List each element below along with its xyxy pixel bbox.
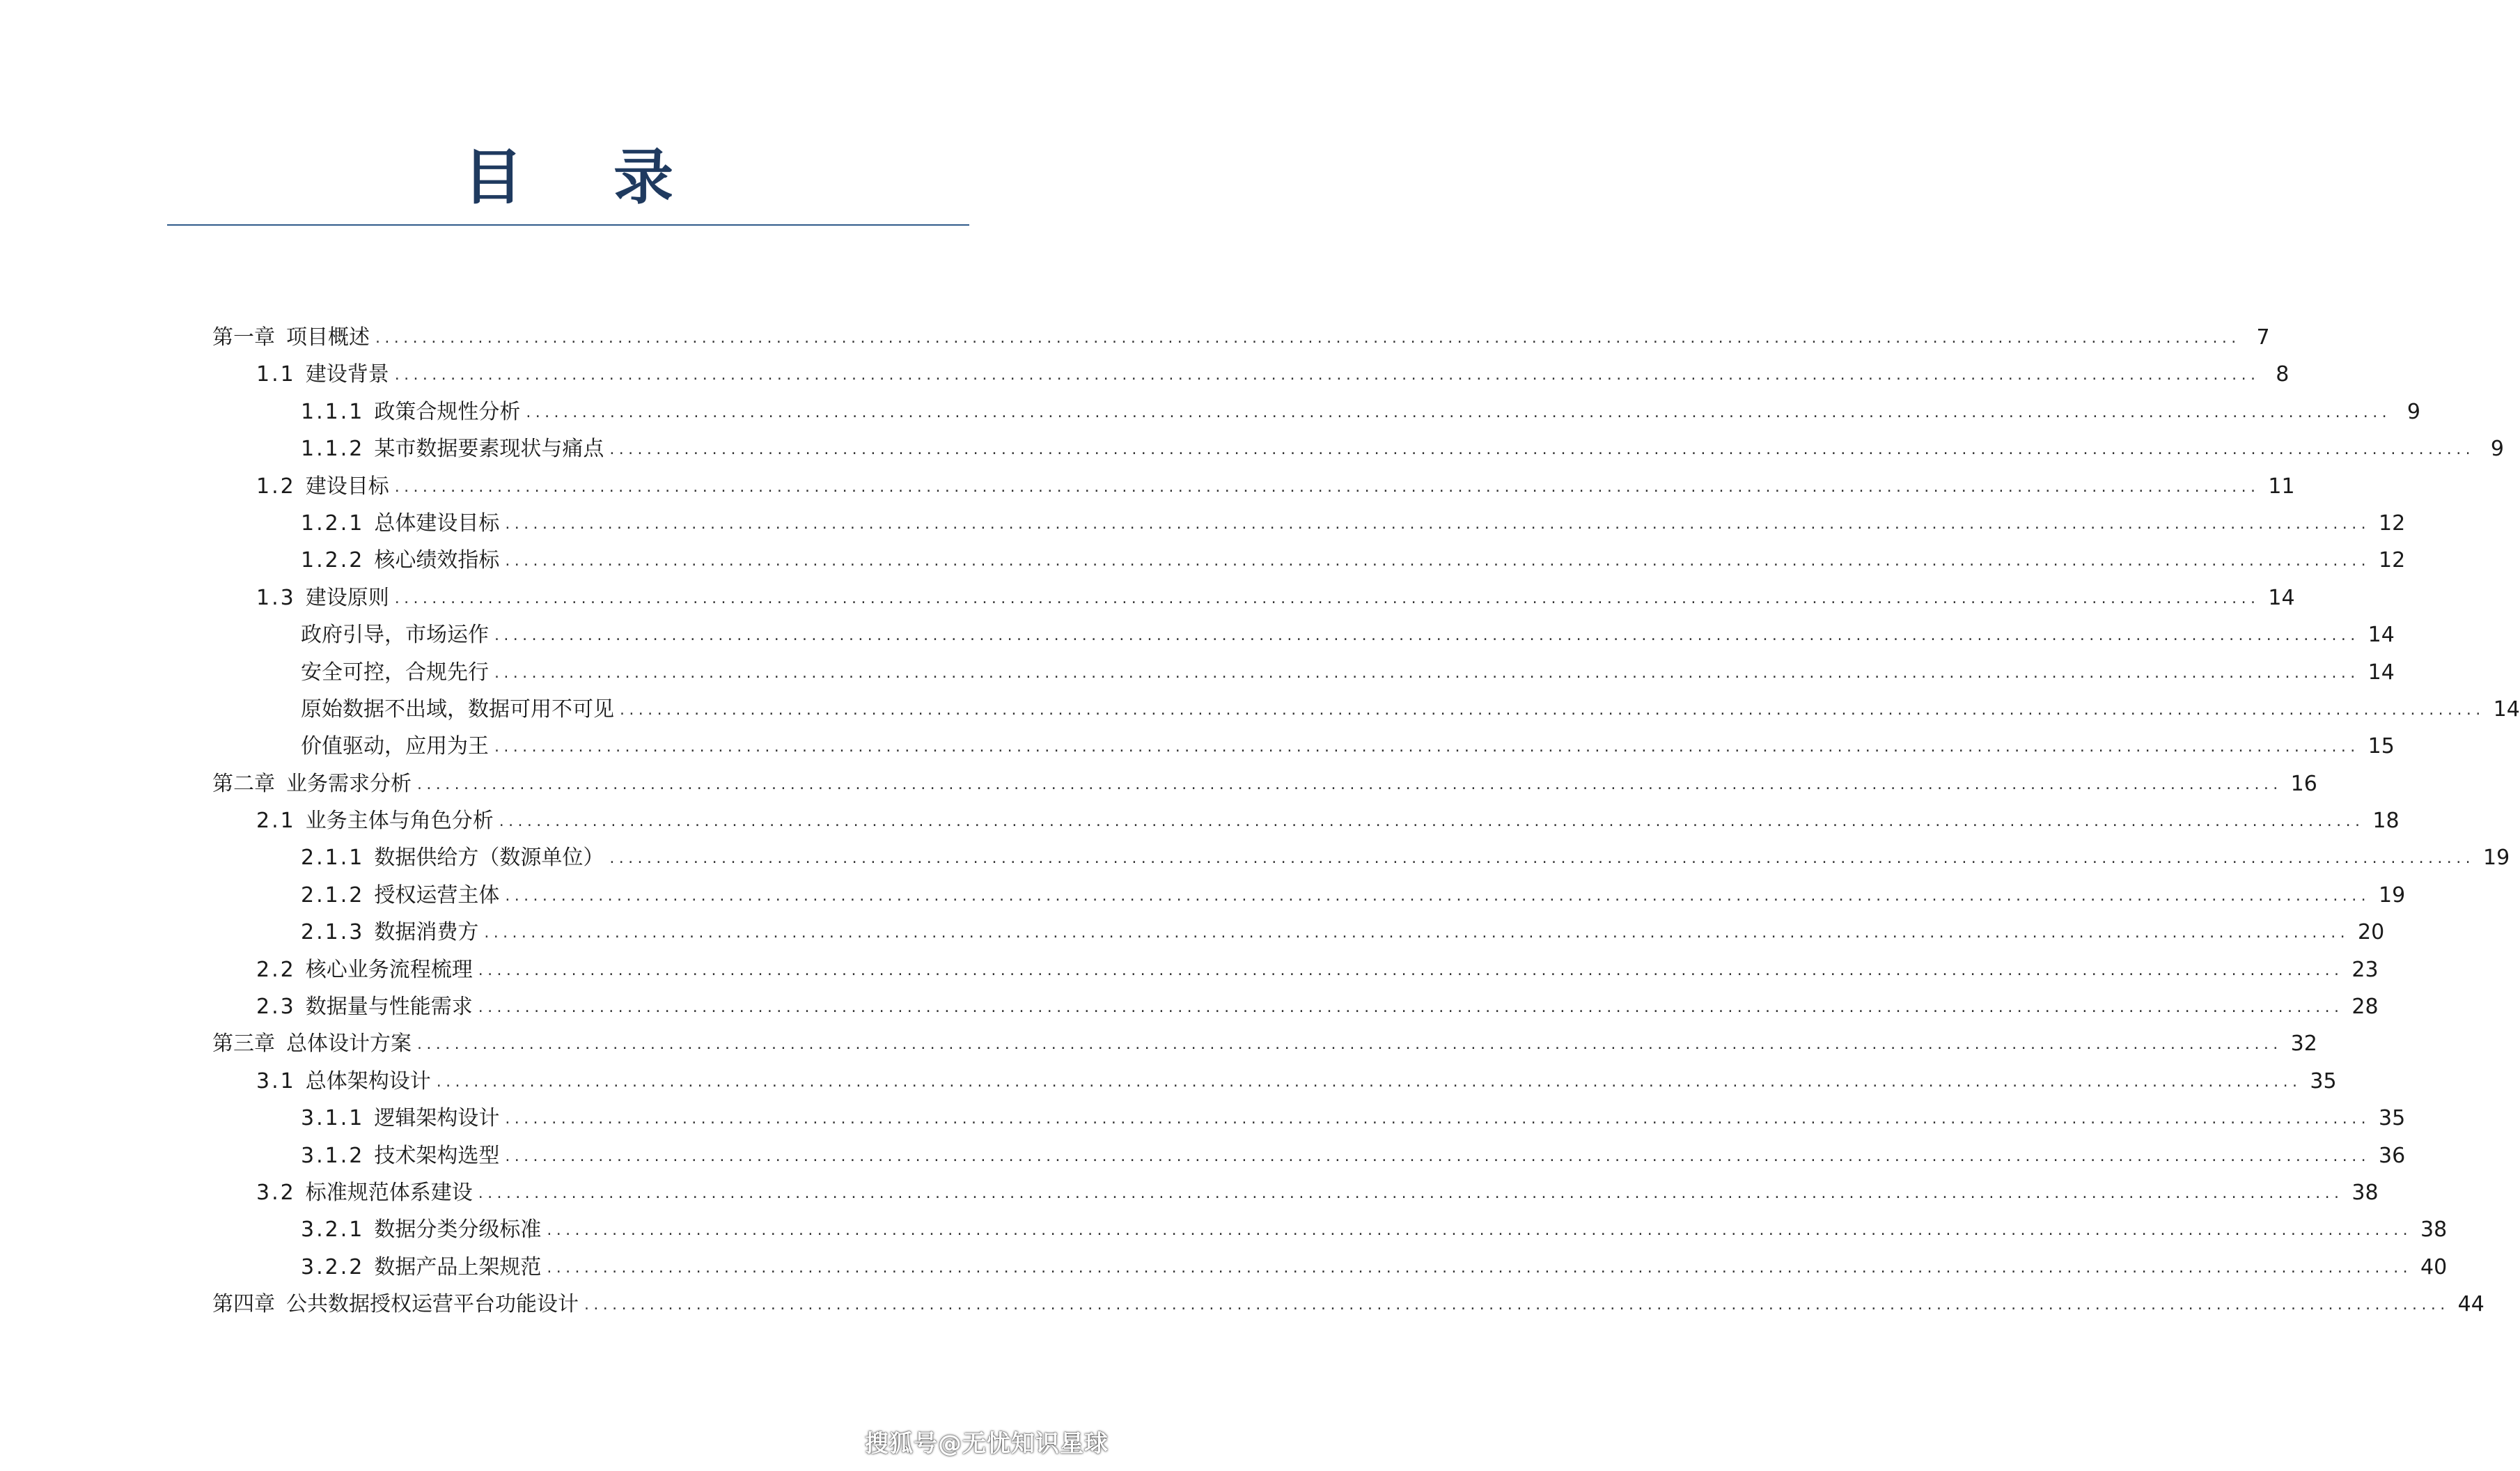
- toc-entry-title: 总体架构设计: [305, 1068, 431, 1093]
- toc-entry-page-number: 7: [2256, 325, 2270, 350]
- toc-entry-page-number: 14: [2493, 696, 2520, 722]
- toc-entry[interactable]: [212, 616, 2395, 653]
- toc-entry-number: 1.3: [256, 585, 296, 610]
- dot-leader: ........................................................................................................................................................................................................: [499, 813, 2365, 831]
- toc-entry-page-number: 12: [2378, 548, 2406, 573]
- page-title: 目 录: [463, 143, 708, 212]
- toc-entry-title: 标准规范体系建设: [305, 1180, 473, 1205]
- toc-entry-title: 授权运营主体: [374, 882, 500, 908]
- dot-leader: ........................................................................................................................................................................................................: [609, 441, 2475, 459]
- toc-entry-title: 技术架构选型: [374, 1143, 500, 1168]
- toc-entry-title: 建设目标: [305, 474, 389, 499]
- toc-entry-title: 总体建设目标: [374, 511, 500, 536]
- toc-entry-page-number: 28: [2351, 995, 2379, 1020]
- table-of-contents: [212, 319, 2520, 1323]
- toc-entry-page-number: 12: [2378, 511, 2406, 536]
- dot-leader: ........................................................................................................................................................................................................: [609, 850, 2475, 868]
- toc-entry-page-number: 14: [2368, 623, 2395, 648]
- dot-leader: ........................................................................................................................................................................................................: [484, 924, 2349, 942]
- toc-entry[interactable]: [212, 468, 2295, 505]
- toc-entry-title: 安全可控，合规先行: [301, 660, 489, 685]
- toc-entry-number: 1.1: [256, 362, 296, 387]
- dot-leader: ........................................................................................................................................................................................................: [436, 1073, 2302, 1091]
- toc-entry[interactable]: [212, 988, 2379, 1025]
- dot-leader: ........................................................................................................................................................................................................: [547, 1222, 2412, 1240]
- toc-entry-title: 价值驱动，应用为王: [301, 734, 489, 759]
- toc-entry-title: 数据产品上架规范: [374, 1254, 542, 1279]
- toc-entry-page-number: 44: [2457, 1292, 2484, 1317]
- toc-entry-page-number: 14: [2368, 660, 2395, 685]
- toc-entry-title: 数据消费方: [374, 920, 479, 945]
- watermark: 搜狐号@无忧知识星球: [865, 1430, 1109, 1458]
- toc-entry[interactable]: [212, 542, 2406, 579]
- toc-entry-page-number: 9: [2490, 437, 2504, 462]
- toc-entry-page-number: 36: [2378, 1143, 2406, 1168]
- toc-entry-page-number: 11: [2268, 474, 2295, 499]
- toc-entry[interactable]: [212, 1137, 2406, 1174]
- toc-entry-page-number: 8: [2276, 362, 2290, 387]
- toc-entry[interactable]: [212, 579, 2295, 616]
- toc-entry-title: 某市数据要素现状与痛点: [374, 437, 604, 462]
- toc-entry[interactable]: [212, 728, 2395, 765]
- toc-entry-number: 2.1: [256, 809, 296, 834]
- toc-entry[interactable]: [212, 1100, 2406, 1137]
- toc-entry-number: 2.2: [256, 957, 296, 982]
- dot-leader: ........................................................................................................................................................................................................: [394, 366, 2260, 384]
- toc-entry-number: 第二章: [212, 771, 275, 796]
- toc-entry-page-number: 18: [2372, 809, 2400, 834]
- dot-leader: ........................................................................................................................................................................................................: [417, 775, 2283, 793]
- toc-entry-page-number: 40: [2420, 1254, 2448, 1279]
- toc-entry-number: 3.2.1: [301, 1217, 365, 1243]
- toc-entry[interactable]: [212, 1211, 2448, 1248]
- toc-entry-title: 核心业务流程梳理: [305, 957, 473, 982]
- toc-entry[interactable]: [212, 1063, 2337, 1100]
- toc-entry-title: 数据分类分级标准: [374, 1217, 542, 1243]
- dot-leader: ........................................................................................................................................................................................................: [526, 403, 2391, 421]
- dot-leader: ........................................................................................................................................................................................................: [505, 552, 2370, 570]
- dot-leader: ........................................................................................................................................................................................................: [494, 627, 2360, 645]
- toc-entry-number: 3.1.2: [301, 1143, 365, 1168]
- toc-entry-number: 2.3: [256, 995, 296, 1020]
- toc-entry[interactable]: [212, 319, 2270, 356]
- dot-leader: ........................................................................................................................................................................................................: [478, 961, 2344, 979]
- dot-leader: ........................................................................................................................................................................................................: [505, 1110, 2370, 1128]
- toc-entry[interactable]: [212, 877, 2406, 914]
- toc-entry-number: 3.2.2: [301, 1254, 365, 1279]
- toc-entry-title: 公共数据授权运营平台功能设计: [286, 1292, 579, 1317]
- toc-entry-title: 核心绩效指标: [374, 548, 500, 573]
- toc-entry-number: 1.2.1: [301, 511, 365, 536]
- dot-leader: ........................................................................................................................................................................................................: [375, 329, 2241, 347]
- toc-entry-page-number: 19: [2482, 846, 2510, 871]
- toc-entry[interactable]: [212, 802, 2400, 839]
- toc-entry[interactable]: [212, 1249, 2448, 1286]
- dot-leader: ........................................................................................................................................................................................................: [478, 999, 2344, 1017]
- toc-entry-title: 数据供给方（数源单位）: [374, 846, 604, 871]
- toc-entry-page-number: 35: [2378, 1106, 2406, 1131]
- toc-entry-page-number: 38: [2351, 1180, 2379, 1205]
- toc-entry-number: 第三章: [212, 1032, 275, 1057]
- toc-entry[interactable]: [212, 914, 2385, 951]
- toc-entry-page-number: 35: [2310, 1068, 2337, 1093]
- dot-leader: ........................................................................................................................................................................................................: [505, 887, 2370, 905]
- toc-entry[interactable]: [212, 505, 2406, 542]
- toc-entry[interactable]: [212, 394, 2420, 430]
- toc-entry[interactable]: [212, 356, 2290, 393]
- toc-entry-number: 1.1.2: [301, 437, 365, 462]
- toc-entry-number: 第四章: [212, 1292, 275, 1317]
- toc-entry-title: 建设原则: [305, 585, 389, 610]
- toc-entry-page-number: 16: [2290, 771, 2317, 796]
- toc-entry-page-number: 15: [2368, 734, 2395, 759]
- toc-entry-number: 第一章: [212, 325, 275, 350]
- toc-entry[interactable]: [212, 839, 2510, 876]
- toc-entry-number: 3.1.1: [301, 1106, 365, 1131]
- toc-entry-number: 3.1: [256, 1068, 296, 1093]
- dot-leader: ........................................................................................................................................................................................................: [478, 1184, 2344, 1202]
- title-divider: [167, 224, 969, 226]
- dot-leader: ........................................................................................................................................................................................................: [394, 478, 2260, 496]
- toc-entry-number: 3.2: [256, 1180, 296, 1205]
- toc-entry[interactable]: [212, 951, 2379, 988]
- toc-entry[interactable]: [212, 1174, 2379, 1211]
- dot-leader: ........................................................................................................................................................................................................: [547, 1259, 2412, 1277]
- dot-leader: ........................................................................................................................................................................................................: [494, 738, 2360, 756]
- toc-entry[interactable]: [212, 765, 2317, 802]
- toc-entry-title: 政府引导，市场运作: [301, 623, 489, 648]
- dot-leader: ........................................................................................................................................................................................................: [394, 589, 2260, 607]
- toc-entry[interactable]: [212, 691, 2520, 728]
- dot-leader: ........................................................................................................................................................................................................: [584, 1296, 2450, 1314]
- toc-entry-number: 2.1.1: [301, 846, 365, 871]
- dot-leader: ........................................................................................................................................................................................................: [417, 1036, 2283, 1054]
- toc-entry-title: 政策合规性分析: [374, 399, 521, 424]
- toc-entry-title: 项目概述: [286, 325, 370, 350]
- toc-entry-title: 业务需求分析: [286, 771, 412, 796]
- toc-entry-title: 原始数据不出域，数据可用不可见: [301, 696, 614, 722]
- dot-leader: ........................................................................................................................................................................................................: [505, 515, 2370, 533]
- toc-entry-page-number: 20: [2357, 920, 2385, 945]
- toc-entry-page-number: 19: [2378, 882, 2406, 908]
- toc-entry-title: 逻辑架构设计: [374, 1106, 500, 1131]
- toc-entry-page-number: 14: [2268, 585, 2295, 610]
- dot-leader: ........................................................................................................................................................................................................: [620, 701, 2485, 719]
- toc-entry-page-number: 9: [2406, 399, 2420, 424]
- toc-entry[interactable]: [212, 654, 2395, 691]
- dot-leader: ........................................................................................................................................................................................................: [505, 1147, 2370, 1165]
- toc-entry-title: 数据量与性能需求: [305, 995, 473, 1020]
- toc-entry[interactable]: [212, 430, 2504, 467]
- toc-entry[interactable]: [212, 1286, 2484, 1323]
- toc-entry-number: 1.2.2: [301, 548, 365, 573]
- toc-entry-title: 业务主体与角色分析: [305, 809, 494, 834]
- toc-entry-number: 2.1.3: [301, 920, 365, 945]
- toc-entry-number: 2.1.2: [301, 882, 365, 908]
- toc-entry-page-number: 38: [2420, 1217, 2448, 1243]
- toc-entry[interactable]: [212, 1025, 2317, 1062]
- toc-entry-page-number: 23: [2351, 957, 2379, 982]
- toc-entry-page-number: 32: [2290, 1032, 2317, 1057]
- toc-entry-title: 总体设计方案: [286, 1032, 412, 1057]
- dot-leader: ........................................................................................................................................................................................................: [494, 664, 2360, 682]
- toc-entry-number: 1.2: [256, 474, 296, 499]
- toc-entry-number: 1.1.1: [301, 399, 365, 424]
- toc-entry-title: 建设背景: [305, 362, 389, 387]
